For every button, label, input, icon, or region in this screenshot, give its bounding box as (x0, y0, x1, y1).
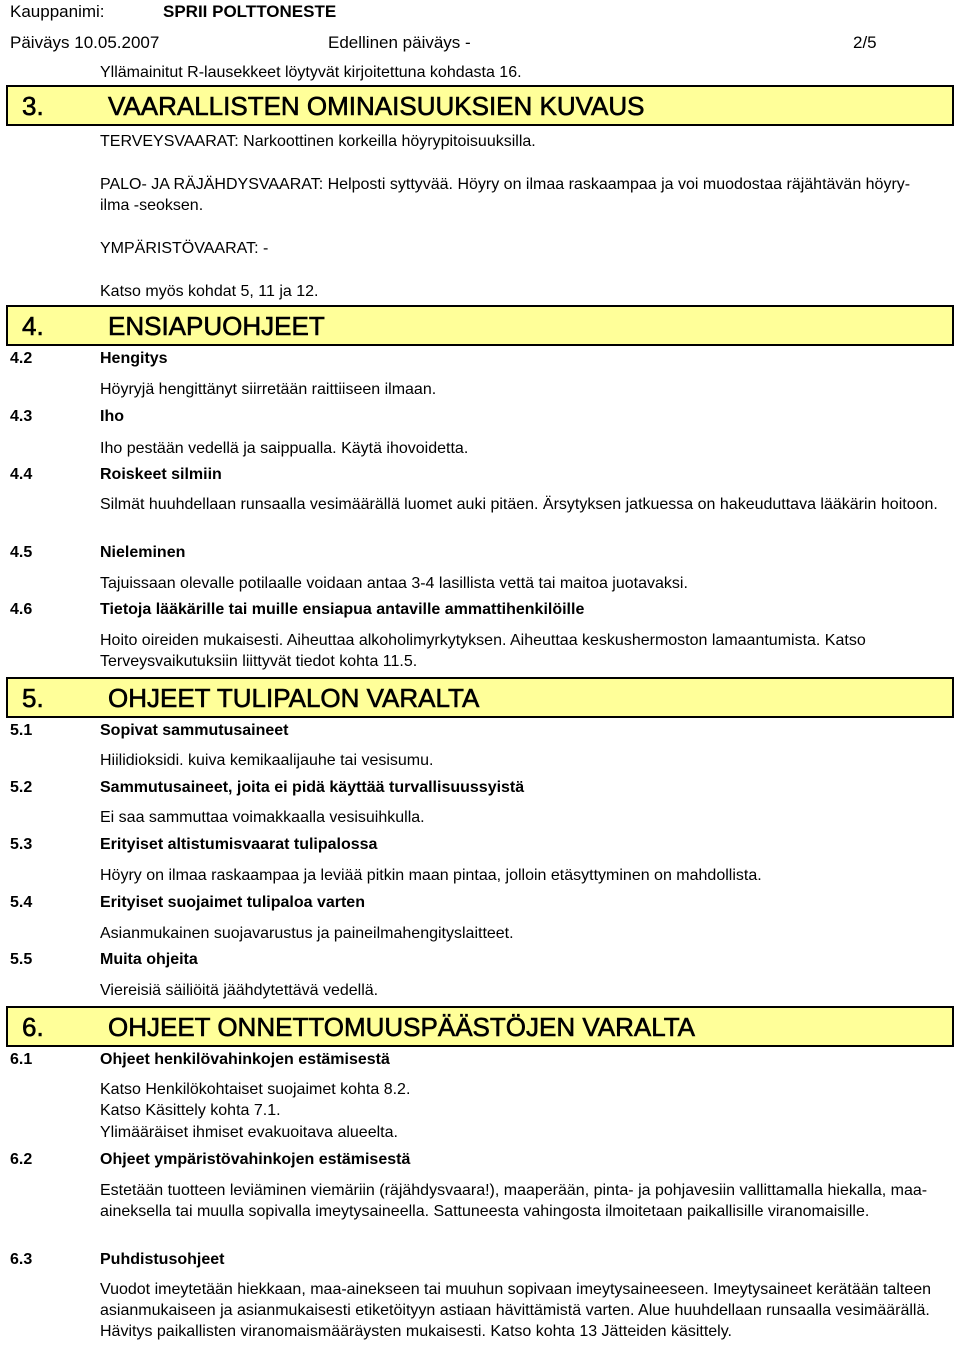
subsection-text: Ei saa sammuttaa voimakkaalla vesisuihkulla. (100, 809, 425, 826)
subsection-heading: Sammutusaineet, joita ei pidä käyttää turvallisuussyistä (100, 779, 525, 796)
subsection-number: 5.1 (10, 722, 33, 739)
subsection-heading: Hengitys (100, 350, 168, 367)
section-number: 3. (22, 91, 44, 121)
subsection-text: Höyryjä hengittänyt siirretään raittiiseen ilmaan. (100, 381, 437, 398)
section-number: 4. (22, 311, 44, 341)
subsection-text-line: Katso Henkilökohtaiset suojaimet kohta 8.2. (100, 1081, 411, 1098)
subsection-heading: Tietoja lääkärille tai muille ensiapua antaville ammattihenkilöille (100, 601, 585, 618)
subsection-text: Höyry on ilmaa raskaampaa ja leviää pitkin maan pintaa, jolloin etäsyttyminen on mahdollista. (100, 867, 762, 884)
product-name: SPRII POLTTONESTE (163, 2, 337, 21)
subsection-text: Vuodot imeytetään hiekkaan, maa-ainekseen tai muuhun sopivaan imeytysaineeseen. Imeytysaineet kerätään talteen asianmukaiseen ja asianmukaisesti etiketöityyn astiaan hävittämistä varten. Alue huuhdellaan runsaalla vesimäärällä. Hävitys paikallisten viranomaismääräysten mukaisesti. Katso kohta 13 Jätteiden käsittely. (100, 1281, 932, 1340)
see-also-note: Katso myös kohdat 5, 11 ja 12. (100, 283, 319, 300)
subsection-heading: Ohjeet ympäristövahinkojen estämisestä (100, 1151, 411, 1168)
section-3-header (6, 85, 954, 126)
section-title: ENSIAPUOHJEET (108, 311, 325, 341)
subsection-number: 5.4 (10, 894, 33, 911)
section-6-header (6, 1006, 954, 1047)
subsection-number: 5.5 (10, 951, 33, 968)
subsection-text-line: Katso Käsittely kohta 7.1. (100, 1102, 281, 1119)
section-title: VAARALLISTEN OMINAISUUKSIEN KUVAUS (108, 91, 645, 121)
subsection-number: 4.2 (10, 350, 33, 367)
subsection-number: 5.2 (10, 779, 33, 796)
subsection-number: 6.3 (10, 1251, 33, 1268)
previous-date: Edellinen päiväys - (328, 33, 471, 52)
section-title: OHJEET ONNETTOMUUSPÄÄSTÖJEN VARALTA (108, 1012, 696, 1042)
section-number: 6. (22, 1012, 44, 1042)
subsection-heading: Erityiset altistumisvaarat tulipalossa (100, 836, 378, 853)
subsection-text: Estetään tuotteen leviäminen viemäriin (räjähdysvaara!), maaperään, pinta- ja pohjavesiin vallittamalla hiekalla, maa-aineksella tai muulla sopivalla imeytysaineella. Sattuneesta vahingosta ilmoitetaan paikallisille viranomaisille. (100, 1182, 928, 1220)
section-title: OHJEET TULIPALON VARALTA (108, 683, 480, 713)
section-4-header (6, 305, 954, 346)
environmental-hazards: YMPÄRISTÖVAARAT: - (100, 240, 269, 257)
subsection-number: 6.2 (10, 1151, 33, 1168)
subsection-number: 4.4 (10, 466, 33, 483)
subsection-text: Iho pestään vedellä ja saippualla. Käytä ihovoidetta. (100, 440, 469, 457)
subsection-heading: Erityiset suojaimet tulipaloa varten (100, 894, 365, 911)
subsection-heading: Puhdistusohjeet (100, 1251, 225, 1268)
section-5-header (6, 677, 954, 718)
subsection-heading: Ohjeet henkilövahinkojen estämisestä (100, 1051, 390, 1068)
subsection-heading: Sopivat sammutusaineet (100, 722, 289, 739)
subsection-text-line: Ylimääräiset ihmiset evakuoitava alueelta. (100, 1124, 398, 1141)
subsection-text: Hiilidioksidi. kuiva kemikaalijauhe tai vesisumu. (100, 752, 434, 769)
subsection-number: 6.1 (10, 1051, 33, 1068)
health-hazards: TERVEYSVAARAT: Narkoottinen korkeilla höyrypitoisuuksilla. (100, 133, 536, 150)
subsection-number: 4.6 (10, 601, 33, 618)
page-number: 2/5 (853, 33, 877, 52)
subsection-heading: Roiskeet silmiin (100, 466, 222, 483)
section-number: 5. (22, 683, 44, 713)
trade-name-label: Kauppanimi: (10, 2, 105, 21)
subsection-text: Silmät huuhdellaan runsaalla vesimäärällä luomet auki pitäen. Ärsytyksen jatkuessa on hakeuduttava lääkärin hoitoon. (100, 496, 938, 513)
subsection-number: 5.3 (10, 836, 33, 853)
subsection-number: 4.5 (10, 544, 33, 561)
subsection-text: Tajuissaan olevalle potilaalle voidaan antaa 3-4 lasillista vettä tai maitoa juotavaksi. (100, 575, 688, 592)
subsection-text: Asianmukainen suojavarustus ja paineilmahengityslaitteet. (100, 925, 514, 942)
subsection-number: 4.3 (10, 408, 33, 425)
subsection-heading: Iho (100, 408, 124, 425)
subsection-heading: Muita ohjeita (100, 951, 198, 968)
subsection-text: Hoito oireiden mukaisesti. Aiheuttaa alkoholimyrkytyksen. Aiheuttaa keskushermoston lamaantumista. Katso Terveysvaikutuksiin liittyvät tiedot kohta 11.5. (100, 632, 866, 670)
subsection-heading: Nieleminen (100, 544, 186, 561)
intro-note: Yllämainitut R-lausekkeet löytyvät kirjoitettuna kohdasta 16. (100, 64, 522, 81)
fire-hazards: PALO- JA RÄJÄHDYSVAARAT: Helposti syttyvää. Höyry on ilmaa raskaampaa ja voi muodostaa räjähtävän höyry-ilma -seoksen. (100, 176, 911, 214)
document-date: Päiväys 10.05.2007 (10, 33, 160, 52)
subsection-text: Viereisiä säiliöitä jäähdytettävä vedellä. (100, 982, 379, 999)
